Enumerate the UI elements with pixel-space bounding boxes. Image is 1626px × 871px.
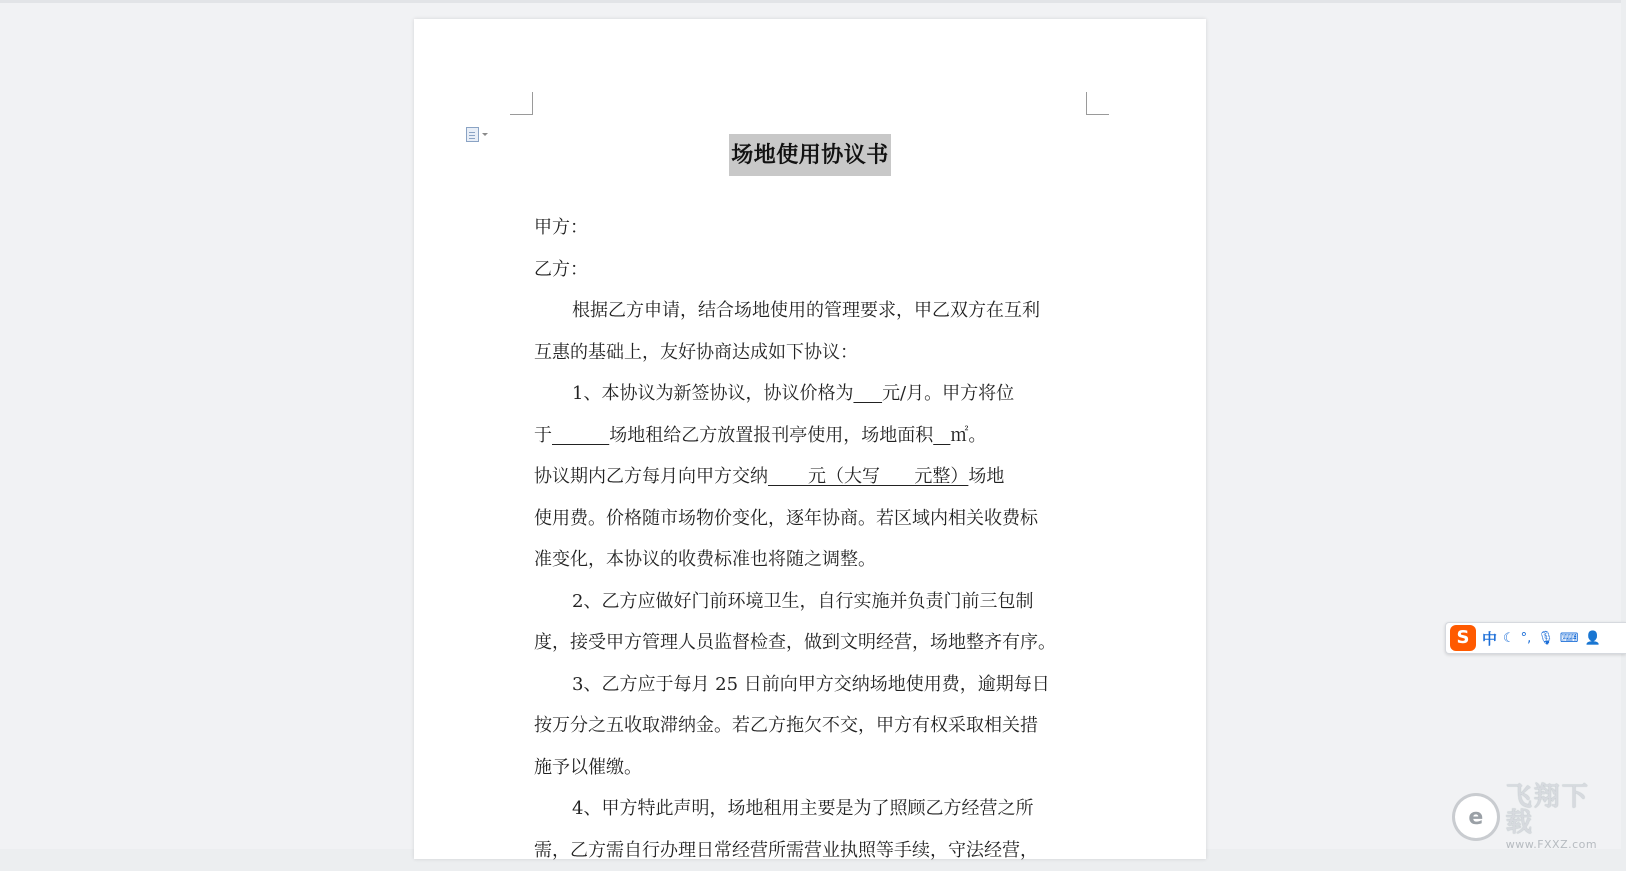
line-text: 度，接受甲方管理人员监督检查，做到文明经营，场地整齐有序。: [534, 622, 1056, 664]
line-text: 2、乙方应做好门前环境卫生，自行实施并负责门前三包制: [572, 581, 1033, 623]
watermark-url: www.FXXZ.com: [1506, 839, 1617, 850]
watermark: [1452, 788, 1617, 846]
document-body[interactable]: [534, 207, 1089, 871]
watermark-brand: 飞翔下载: [1506, 784, 1617, 836]
line-text: 施予以催缴。: [534, 747, 642, 789]
keyboard-icon[interactable]: ⌨: [1560, 631, 1579, 646]
line-text: 根据乙方申请，结合场地使用的管理要求，甲乙双方在互利: [572, 290, 1040, 332]
line-text: 准变化，本协议的收费标准也将随之调整。: [534, 539, 876, 581]
line-text: 1、本协议为新签协议，协议价格为: [572, 383, 853, 404]
moon-icon[interactable]: ☾: [1503, 631, 1515, 646]
party-a-label: 甲方：: [534, 207, 588, 249]
margin-corner-top-left: [510, 92, 533, 115]
location-blank[interactable]: [552, 425, 609, 446]
payment-blank[interactable]: 元（大写 元整）: [768, 466, 968, 487]
margin-corner-top-right: [1086, 92, 1109, 115]
top-border: [0, 0, 1621, 3]
clause-1-line-2: [534, 415, 1089, 457]
microphone-icon[interactable]: 🎙: [1537, 631, 1554, 646]
input-mode-toggle[interactable]: 中: [1482, 628, 1497, 649]
line-text: 元/月。甲方将位: [882, 383, 1014, 404]
line-text: 4、甲方特此声明，场地租用主要是为了照顾乙方经营之所: [572, 788, 1033, 830]
line-text: 互惠的基础上，友好协商达成如下协议：: [534, 332, 858, 374]
title-container: [414, 134, 1206, 176]
paragraph-line: [534, 747, 1089, 789]
paragraph-line: [534, 498, 1089, 540]
line-text: 3、乙方应于每月 25 日前向甲方交纳场地使用费，逾期每日: [572, 664, 1050, 706]
line-text: ㎡。: [950, 425, 986, 446]
clause-3-line-1: [534, 664, 1089, 706]
watermark-logo-icon: e: [1452, 793, 1500, 841]
clause-2-line-1: [534, 581, 1089, 623]
clause-1-line-1: [534, 373, 1089, 415]
punctuation-icon[interactable]: °,: [1521, 631, 1532, 646]
document-title[interactable]: 场地使用协议书: [729, 134, 891, 176]
line-text: 按万分之五收取滞纳金。若乙方拖欠不交，甲方有权采取相关措: [534, 705, 1038, 747]
area-blank[interactable]: [933, 425, 950, 446]
party-b-line: [534, 249, 1089, 291]
party-b-label: 乙方：: [534, 249, 588, 291]
price-blank[interactable]: [853, 383, 882, 404]
party-a-line: [534, 207, 1089, 249]
line-text: 使用费。价格随市场物价变化，逐年协商。若区域内相关收费标: [534, 498, 1038, 540]
paragraph-line: [534, 705, 1089, 747]
line-text: 于: [534, 425, 552, 446]
line-text: 场地: [968, 466, 1004, 487]
line-text: 协议期内乙方每月向甲方交纳: [534, 466, 768, 487]
paragraph-line: [534, 622, 1089, 664]
paragraph-line: [534, 539, 1089, 581]
user-icon[interactable]: 👤: [1585, 631, 1601, 646]
ime-toolbar[interactable]: [1445, 622, 1626, 654]
clause-4-line-1: [534, 788, 1089, 830]
document-page[interactable]: [414, 19, 1206, 859]
line-text: 需，乙方需自行办理日常经营所需营业执照等手续，守法经营，: [534, 830, 1038, 871]
paragraph-line: [534, 830, 1089, 871]
sogou-logo-icon[interactable]: S: [1450, 625, 1476, 651]
paragraph-line: [534, 332, 1089, 374]
line-text: 场地租给乙方放置报刊亭使用，场地面积: [609, 425, 933, 446]
clause-1-line-3: [534, 456, 1089, 498]
paragraph-line: [534, 290, 1089, 332]
